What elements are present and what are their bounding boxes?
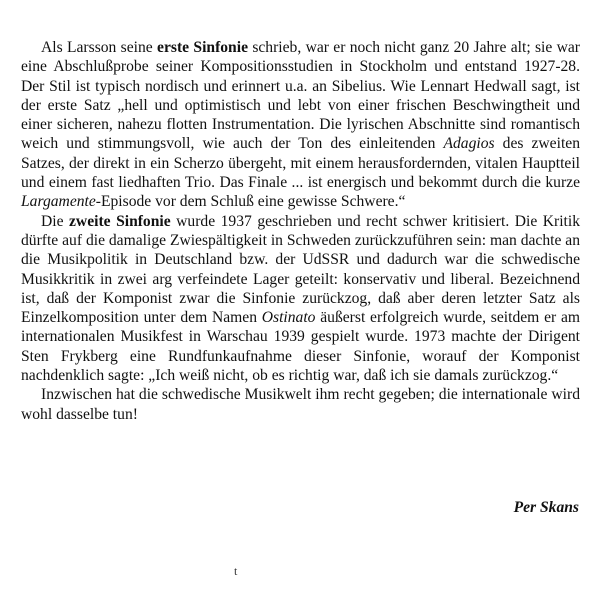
p2-text-c: wurde 1937 geschrieben und recht schwer kritisiert. Die Kritik dürfte auf die damalige Zwiespältigkeit in Schweden zurückzuführen sein: man dachte an die Musikpolitik in Deutschland bzw. der UdSSR und dadurch war die schwedische Musikkritik in zwei arg verfeindete Lager geteilt: konservativ und liberal. Bezeichnend ist, daß der Komponist zwar die Sinfonie zurückzog, daß aber deren letzter Satz als Einzelkomposition unter dem Namen bbox=[21, 212, 580, 327]
p1-bold-erste-sinfonie: erste Sinfonie bbox=[157, 39, 248, 56]
footer-mark: t bbox=[234, 564, 238, 578]
paragraph-first-symphony bbox=[21, 38, 580, 212]
p1-text-e: des zweiten Satzes, der direkt in ein Scherzo übergeht, mit einem herausfordernden, vitalen Hauptteil und einem fast liedhaften Trio. Das Finale ... ist energisch und bekommt durch die kurze bbox=[21, 135, 580, 192]
article-body bbox=[21, 38, 580, 424]
paragraph-second-symphony bbox=[21, 212, 580, 386]
p1-italic-largamente: Largamente bbox=[21, 193, 96, 211]
p1-italic-adagios: Adagios bbox=[443, 135, 495, 153]
paragraph-conclusion: Inzwischen hat die schwedische Musikwelt ihm recht gegeben; die internationale wird wohl dasselbe tun! bbox=[21, 386, 580, 423]
p1-text-c: schrieb, war er noch nicht ganz 20 Jahre alt; sie war eine Abschlußprobe seiner Kompositionsstudien in Stockholm und entstand 1927-28. Der Stil ist typisch nordisch und erinnert u.a. an Sibelius. Wie Lennart Hedwall sagt, ist der erste Satz „hell und optimistisch und lebt von einer frischen Beschwingtheit und einer sicheren, nahezu flotten Instrumentation. Die lyrischen Abschnitte sind romantisch weich und stimmungsvoll, wie auch der Ton des einleitenden bbox=[21, 39, 580, 153]
p2-text-a: Die bbox=[41, 212, 70, 230]
author-signature: Per Skans bbox=[513, 499, 579, 516]
p2-bold-zweite-sinfonie: zweite Sinfonie bbox=[69, 212, 171, 230]
p1-text-g: -Episode vor dem Schluß eine gewisse Schwere.“ bbox=[95, 193, 406, 211]
p2-text-e: äußerst erfolgreich wurde, seitdem er am internationalen Musikfest in Warschau 1939 gespielt wurde. 1973 machte der Dirigent Sten Frykberg eine Rundfunkaufnahme dieser Sinfonie, worauf der Komponist nachdenklich sagte: „Ich weiß nicht, ob es richtig war, daß ich sie damals zurückzog.“ bbox=[21, 309, 580, 385]
p1-text-a: Als Larsson seine bbox=[41, 39, 158, 56]
p2-italic-ostinato: Ostinato bbox=[261, 309, 316, 327]
